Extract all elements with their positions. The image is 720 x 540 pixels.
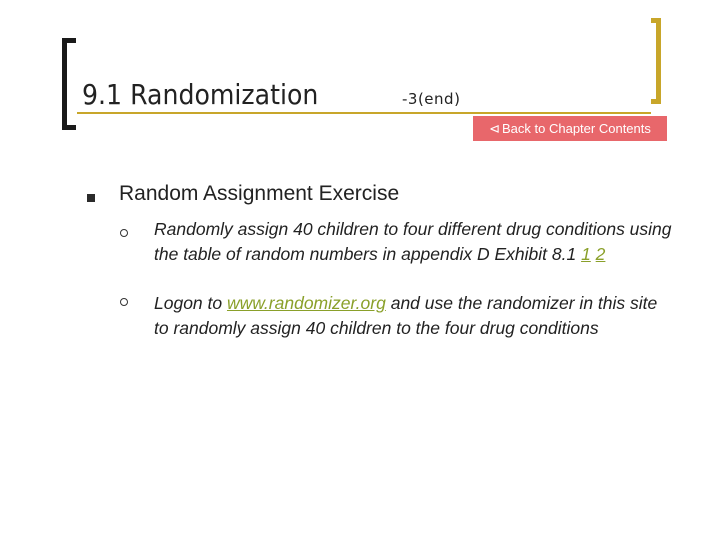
list-item-text: Randomly assign 40 children to four different drug conditions using the table of random numbers in appendix D Exhibit 8.1	[154, 219, 672, 264]
title-underline	[77, 112, 651, 114]
circle-bullet-icon	[120, 229, 128, 237]
back-button-label: Back to Chapter Contents	[502, 121, 651, 136]
square-bullet-icon	[87, 194, 95, 202]
circle-bullet-icon	[120, 298, 128, 306]
exhibit-link-2[interactable]: 2	[595, 243, 606, 264]
slide-title: 9.1 Randomization	[82, 78, 319, 111]
left-bracket-decoration	[62, 38, 76, 130]
slide-subtitle: -3(end)	[402, 90, 461, 108]
back-to-chapter-contents-button[interactable]	[473, 116, 667, 141]
list-item-exercise-1	[154, 217, 674, 266]
bullet-random-assignment: Random Assignment Exercise	[119, 182, 400, 205]
right-bracket-decoration	[651, 18, 661, 104]
exhibit-link-1[interactable]: 1	[581, 243, 591, 264]
back-arrow-icon: ⊲	[489, 120, 501, 136]
list-item-exercise-2: Logon to www.randomizer.org and use the randomizer in this site to randomly assign 40 children to the four drug conditions	[154, 293, 658, 338]
randomizer-org-link[interactable]: www.randomizer.org	[226, 293, 386, 313]
